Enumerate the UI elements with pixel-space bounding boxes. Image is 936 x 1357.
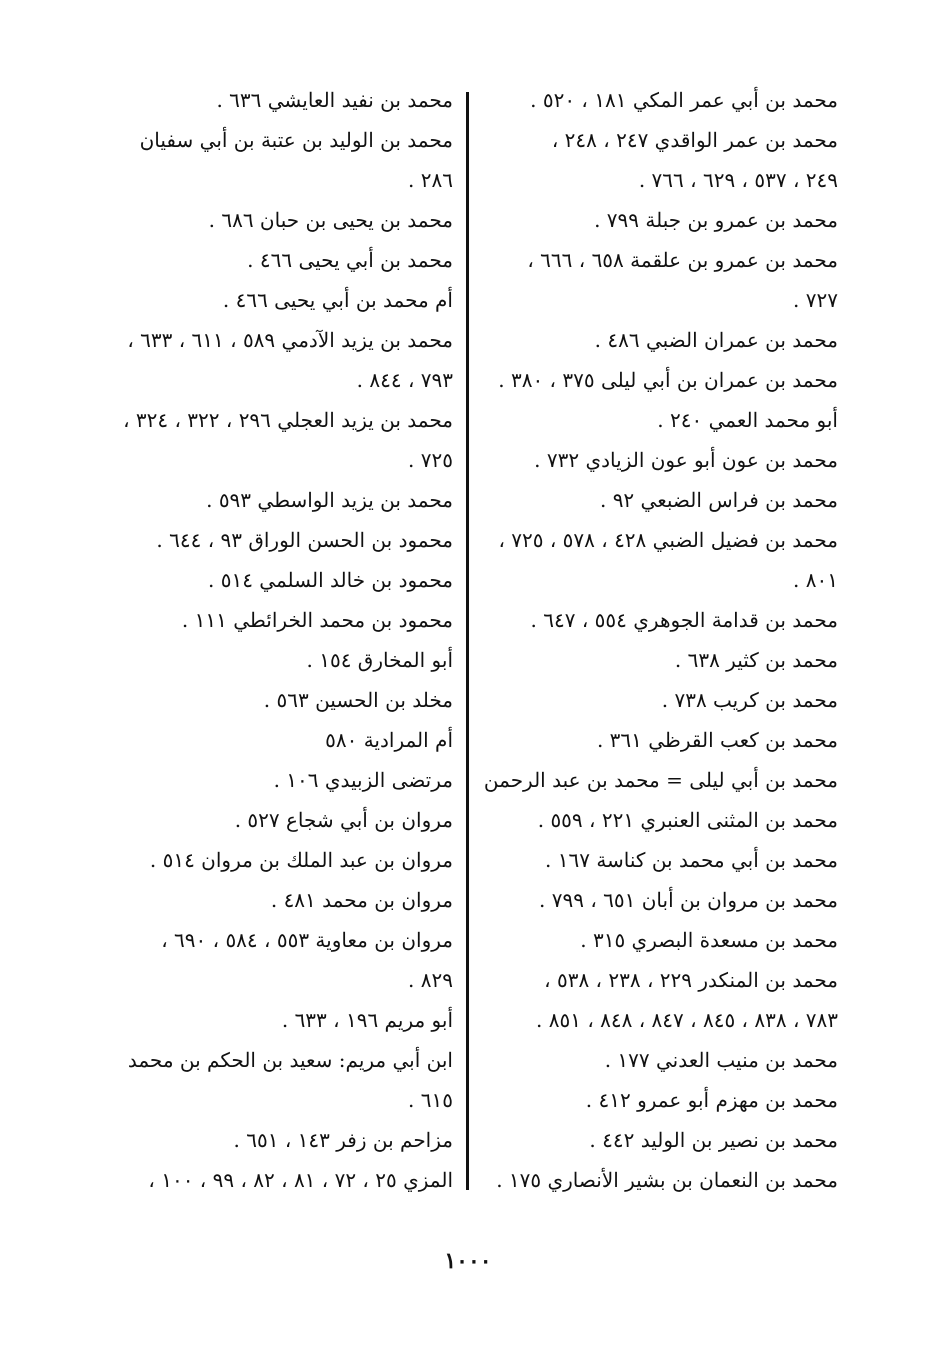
index-entry: محمد بن كعب القرظي ٣٦١ . bbox=[596, 728, 838, 752]
page-number: ١٠٠٠ bbox=[444, 1248, 492, 1274]
index-entry: محمد بن كثير ٦٣٨ . bbox=[674, 648, 838, 672]
index-entry: محمد بن أبي ليلى = محمد بن عبد الرحمن bbox=[483, 768, 838, 792]
index-entry: محمد بن مهزم أبو عمرو ٤١٢ . bbox=[585, 1088, 838, 1112]
index-entry: محمود بن محمد الخرائطي ١١١ . bbox=[181, 608, 453, 632]
index-entry: محمد بن منيب العدني ١٧٧ . bbox=[604, 1048, 838, 1072]
index-entry: ٦١٥ . bbox=[408, 1088, 453, 1112]
index-entry: محمد بن عمرو بن علقمة ٦٥٨ ، ٦٦٦ ، bbox=[527, 248, 838, 272]
index-entry: محمد بن عمران الضبي ٤٨٦ . bbox=[594, 328, 838, 352]
index-entry: أبو المخارق ١٥٤ . bbox=[306, 648, 453, 672]
index-entry: محمد بن نفيد العايشي ٦٣٦ . bbox=[216, 88, 453, 112]
column-divider bbox=[466, 92, 469, 1190]
index-entry: مروان بن محمد ٤٨١ . bbox=[270, 888, 453, 912]
index-entry: مخلد بن الحسين ٥٦٣ . bbox=[263, 688, 453, 712]
index-entry: مروان بن عبد الملك بن مروان ٥١٤ . bbox=[149, 848, 453, 872]
index-entry: ٨٢٩ . bbox=[408, 968, 453, 992]
index-entry: ٧٩٣ ، ٨٤٤ . bbox=[356, 368, 453, 392]
index-entry: محمد بن الوليد بن عتبة بن أبي سفيان bbox=[139, 128, 453, 152]
index-entry: محمد بن نصير بن الوليد ٤٤٢ . bbox=[589, 1128, 838, 1152]
index-entry: ٧٢٥ . bbox=[408, 448, 453, 472]
index-entry: محمد بن يزيد العجلي ٢٩٦ ، ٣٢٢ ، ٣٢٤ ، bbox=[123, 408, 453, 432]
index-entry: محمد بن النعمان بن بشير الأنصاري ١٧٥ . bbox=[496, 1168, 838, 1192]
index-entry: ٧٢٧ . bbox=[793, 288, 838, 312]
index-entry: محمد بن عمرو بن جبلة ٧٩٩ . bbox=[594, 208, 838, 232]
index-entry: محمد بن مسعدة البصري ٣١٥ . bbox=[580, 928, 838, 952]
index-entry: مرتضى الزبيدي ١٠٦ . bbox=[273, 768, 453, 792]
index-entry: ٧٨٣ ، ٨٣٨ ، ٨٤٥ ، ٨٤٧ ، ٨٤٨ ، ٨٥١ . bbox=[536, 1008, 838, 1032]
index-entry: محمد بن مروان بن أبان ٦٥١ ، ٧٩٩ . bbox=[539, 888, 838, 912]
index-entry: ٢٤٩ ، ٥٣٧ ، ٦٢٩ ، ٧٦٦ . bbox=[638, 168, 838, 192]
index-entry: ابن أبي مريم: سعيد بن الحكم بن محمد bbox=[127, 1048, 453, 1072]
index-entry: محمد بن يزيد الواسطي ٥٩٣ . bbox=[206, 488, 453, 512]
index-entry: مروان بن معاوية ٥٥٣ ، ٥٨٤ ، ٦٩٠ ، bbox=[161, 928, 453, 952]
index-entry: أبو محمد العمي ٢٤٠ . bbox=[657, 408, 838, 432]
index-entry: محمد بن كريب ٧٣٨ . bbox=[661, 688, 838, 712]
index-entry: محمد بن فضيل الضبي ٤٢٨ ، ٥٧٨ ، ٧٢٥ ، bbox=[498, 528, 838, 552]
index-entry: أم محمد بن أبي يحيى ٤٦٦ . bbox=[222, 288, 453, 312]
left-column bbox=[100, 80, 453, 1200]
index-entry: ٨٠١ . bbox=[793, 568, 838, 592]
index-entry: محمد بن قدامة الجوهري ٥٥٤ ، ٦٤٧ . bbox=[530, 608, 838, 632]
index-entry: محمود بن خالد السلمي ٥١٤ . bbox=[208, 568, 453, 592]
index-entry: ٢٨٦ . bbox=[408, 168, 453, 192]
index-entry: محمد بن يزيد الآدمي ٥٨٩ ، ٦١١ ، ٦٣٣ ، bbox=[127, 328, 453, 352]
right-column bbox=[482, 80, 838, 1200]
index-entry: أم المرادية ٥٨٠ bbox=[325, 728, 453, 752]
index-entry: محمد بن أبي محمد بن كناسة ١٦٧ . bbox=[545, 848, 838, 872]
index-entry: محمد بن المنكدر ٢٢٩ ، ٢٣٨ ، ٥٣٨ ، bbox=[544, 968, 838, 992]
index-entry: أبو مريم ١٩٦ ، ٦٣٣ . bbox=[281, 1008, 453, 1032]
index-entry: المزي ٢٥ ، ٧٢ ، ٨١ ، ٨٢ ، ٩٩ ، ١٠٠ ، bbox=[148, 1168, 453, 1192]
index-entry: محمد بن أبي يحيى ٤٦٦ . bbox=[247, 248, 453, 272]
index-entry: مزاحم بن زفر ١٤٣ ، ٦٥١ . bbox=[233, 1128, 453, 1152]
index-entry: محمد بن عمر الواقدي ٢٤٧ ، ٢٤٨ ، bbox=[551, 128, 838, 152]
index-entry: محمد بن يحيى بن حبان ٦٨٦ . bbox=[208, 208, 453, 232]
index-entry: محمد بن عون أبو عون الزيادي ٧٣٢ . bbox=[534, 448, 838, 472]
index-entry: محمود بن الحسن الوراق ٩٣ ، ٦٤٤ . bbox=[156, 528, 453, 552]
index-entry: محمد بن عمران بن أبي ليلى ٣٧٥ ، ٣٨٠ . bbox=[498, 368, 838, 392]
index-entry: مروان بن أبي شجاع ٥٢٧ . bbox=[234, 808, 453, 832]
index-entry: محمد بن المثنى العنبري ٢٢١ ، ٥٥٩ . bbox=[537, 808, 838, 832]
index-entry: محمد بن أبي عمر المكي ١٨١ ، ٥٢٠ . bbox=[530, 88, 838, 112]
index-entry: محمد بن فراس الضبعي ٩٢ . bbox=[599, 488, 838, 512]
